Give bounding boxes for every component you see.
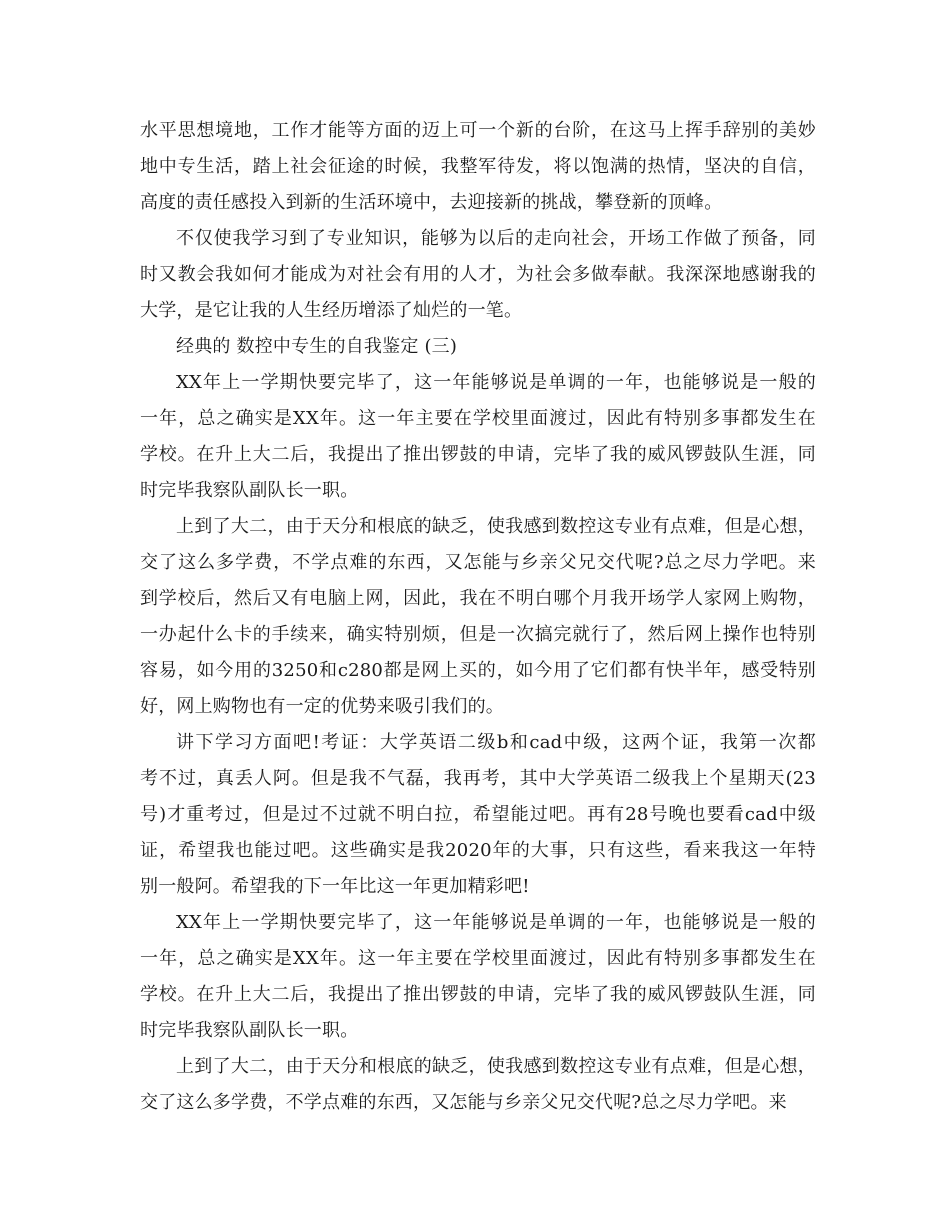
text-line: 一办起什么卡的手续来，确实特别烦，但是一次搞完就行了，然后网上操作也特别 (140, 624, 816, 645)
text-line: 时又教会我如何才能成为对社会有用的人才，为社会多做奉献。我深深地感谢我的 (140, 264, 816, 285)
text-line: 交了这么多学费，不学点难的东西，又怎能与乡亲父兄交代呢?总之尽力学吧。来 (140, 552, 816, 573)
paragraph (140, 113, 816, 221)
text-line: 地中专生活，踏上社会征途的时候，我整军待发，将以饱满的热情，坚决的自信， (140, 156, 816, 177)
text-line: 一年，总之确实是XX年。这一年主要在学校里面渡过，因此有特别多事都发生在 (140, 948, 816, 969)
text-line: 大学，是它让我的人生经历增添了灿烂的一笔。 (140, 300, 523, 321)
text-line: 交了这么多学费，不学点难的东西，又怎能与乡亲父兄交代呢?总之尽力学吧。来 (140, 1092, 787, 1113)
text-line: 证，希望我也能过吧。这些确实是我2020年的大事，只有这些，看来我这一年特 (140, 840, 816, 861)
paragraph (140, 365, 816, 509)
text-line: 讲下学习方面吧!考证：大学英语二级b和cad中级，这两个证，我第一次都 (176, 732, 816, 753)
text-line: 学校。在升上大二后，我提出了推出锣鼓的申请，完毕了我的威风锣鼓队生涯，同 (140, 984, 816, 1005)
text-line: 学校。在升上大二后，我提出了推出锣鼓的申请，完毕了我的威风锣鼓队生涯，同 (140, 444, 816, 465)
text-line: 到学校后，然后又有电脑上网，因此，我在不明白哪个月我开场学人家网上购物， (140, 588, 816, 609)
paragraph (140, 1049, 816, 1121)
text-line: 高度的责任感投入到新的生活环境中，去迎接新的挑战，攀登新的顶峰。 (140, 192, 723, 213)
paragraph (140, 725, 816, 905)
heading-text: 经典的 数控中专生的自我鉴定 (三) (176, 336, 458, 357)
paragraph (140, 509, 816, 725)
text-line: 上到了大二，由于天分和根底的缺乏，使我感到数控这专业有点难，但是心想， (176, 1056, 816, 1077)
paragraph (140, 905, 816, 1049)
text-line: 容易，如今用的3250和c280都是网上买的，如今用了它们都有快半年，感受特别 (140, 660, 816, 681)
text-line: 一年，总之确实是XX年。这一年主要在学校里面渡过，因此有特别多事都发生在 (140, 408, 816, 429)
paragraph (140, 221, 816, 329)
text-line: 水平思想境地，工作才能等方面的迈上可一个新的台阶，在这马上挥手辞别的美妙 (140, 120, 816, 141)
text-line: 别一般阿。希望我的下一年比这一年更加精彩吧! (140, 876, 530, 897)
document-page (140, 113, 816, 1121)
text-line: 上到了大二，由于天分和根底的缺乏，使我感到数控这专业有点难，但是心想， (176, 516, 816, 537)
text-line: 考不过，真丢人阿。但是我不气磊，我再考，其中大学英语二级我上个星期天(23 (140, 768, 816, 789)
text-line: 时完毕我察队副队长一职。 (140, 1020, 359, 1041)
text-line: XX年上一学期快要完毕了，这一年能够说是单调的一年，也能够说是一般的 (176, 912, 816, 933)
text-line: XX年上一学期快要完毕了，这一年能够说是单调的一年，也能够说是一般的 (176, 372, 816, 393)
text-line: 号)才重考过，但是过不过就不明白拉，希望能过吧。再有28号晚也要看cad中级 (140, 804, 816, 825)
text-line: 好，网上购物也有一定的优势来吸引我们的。 (140, 696, 504, 717)
text-line: 时完毕我察队副队长一职。 (140, 480, 359, 501)
text-line: 不仅使我学习到了专业知识，能够为以后的走向社会，开场工作做了预备，同 (176, 228, 816, 249)
section-heading (140, 329, 816, 365)
